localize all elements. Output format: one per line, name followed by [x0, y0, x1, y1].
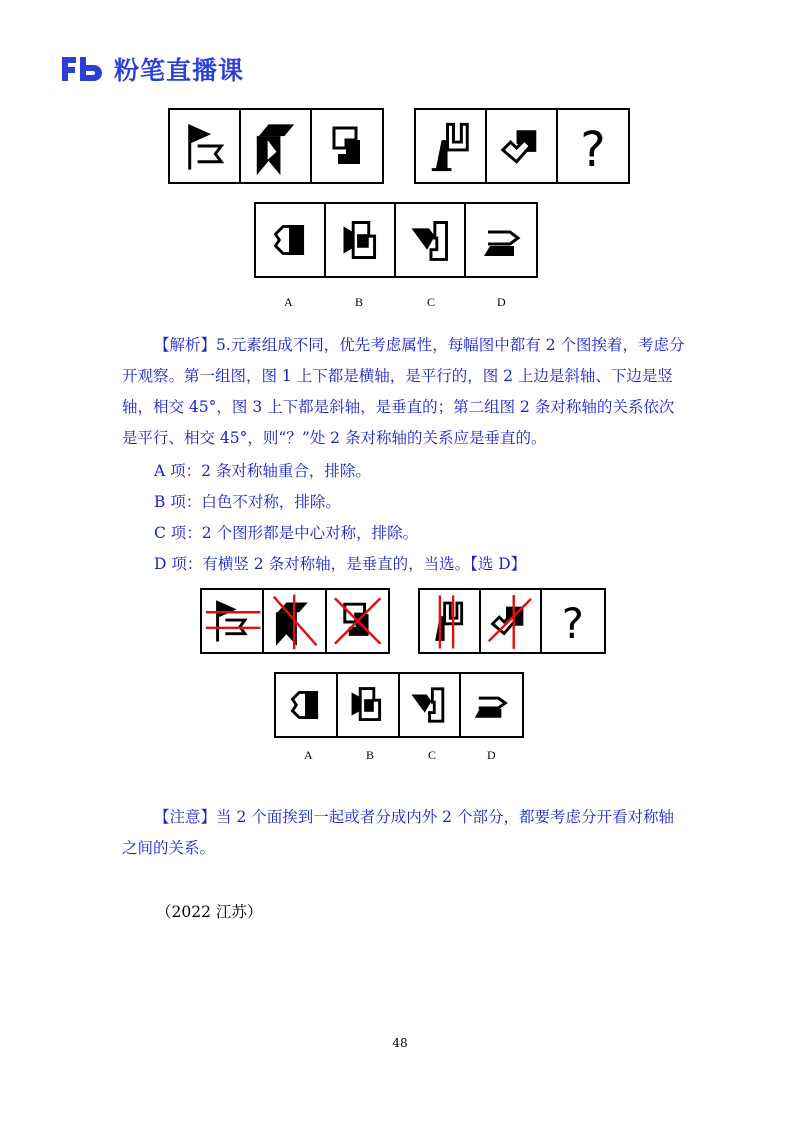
- option2-b-figure: [338, 674, 400, 736]
- option2-label-d: D: [487, 748, 496, 762]
- q2-figure-3-question: [558, 110, 628, 182]
- annotated-group-2: [418, 588, 606, 654]
- q2-figure-1: [416, 110, 487, 182]
- option-b-figure: [326, 204, 396, 276]
- fb-logo-icon: [60, 53, 108, 85]
- svg-text:?: ?: [562, 598, 585, 648]
- svg-text:?: ?: [580, 122, 606, 178]
- annotated-q1-figure-1: [202, 590, 264, 652]
- analysis-paragraph: [122, 330, 688, 454]
- options-strip-2: [274, 672, 524, 738]
- option2-label-a: A: [304, 748, 313, 762]
- option-label-b: B: [355, 295, 364, 309]
- option-label-d: D: [497, 295, 506, 309]
- analysis-option-b: B 项：白色不对称，排除。: [154, 493, 341, 511]
- analysis-option-d: D 项：有横竖 2 条对称轴，是垂直的，当选。: [154, 555, 471, 573]
- brand-name: 粉笔直播课: [114, 56, 245, 85]
- page-number: 48: [392, 1036, 408, 1050]
- annotated-q2-figure-1: [420, 590, 481, 652]
- analysis-answer: 【选 D】: [470, 555, 527, 573]
- note-tag: 【注意】: [154, 808, 217, 826]
- q2-figure-2: [487, 110, 558, 182]
- options-strip-1: [254, 202, 538, 278]
- annotated-q1-figure-3: [327, 590, 388, 652]
- option-label-a: A: [284, 295, 293, 309]
- option-label-c: C: [427, 295, 436, 309]
- q1-figure-1: [170, 110, 241, 182]
- brand-logo: [60, 52, 244, 86]
- annotated-q2-figure-3-question: [542, 590, 604, 652]
- option-a-figure: [256, 204, 326, 276]
- option2-label-c: C: [428, 748, 437, 762]
- analysis-text: 5.元素组成不同，优先考虑属性，每幅图中都有 2 个图挨着，考虑分开观察。第一组图，图 1 上下都是横轴，是平行的，图 2 上边是斜轴、下边是竖轴，相交 45°，图 3 上下都是斜轴，是垂直的；第二组图 2 条对称轴的关系依次是平行、相交 45°，则“？”处 2 条对称轴的关系应是垂直的。: [122, 336, 685, 447]
- q1-figure-2: [241, 110, 312, 182]
- annotated-q1-figure-2: [264, 590, 326, 652]
- analysis-option-c: C 项：2 个图形都是中心对称，排除。: [154, 524, 419, 542]
- option2-a-figure: [276, 674, 338, 736]
- question-group-1: [168, 108, 384, 184]
- annotated-q2-figure-2: [481, 590, 543, 652]
- note-text: 当 2 个面挨到一起或者分成内外 2 个部分，都要考虑分开看对称轴之间的关系。: [122, 808, 674, 857]
- option2-d-figure: [461, 674, 522, 736]
- option2-label-b: B: [366, 748, 375, 762]
- option2-c-figure: [400, 674, 461, 736]
- annotated-group-1: [200, 588, 390, 654]
- question-group-2: [414, 108, 630, 184]
- option-c-figure: [396, 204, 466, 276]
- analysis-tag: 【解析】: [154, 336, 217, 354]
- note-paragraph: [122, 802, 688, 864]
- question-source: （2022 江苏）: [156, 903, 263, 921]
- option-d-figure: [466, 204, 536, 276]
- analysis-option-a: A 项：2 条对称轴重合，排除。: [154, 462, 371, 480]
- q1-figure-3: [312, 110, 382, 182]
- analysis-option-d-line: [154, 549, 526, 580]
